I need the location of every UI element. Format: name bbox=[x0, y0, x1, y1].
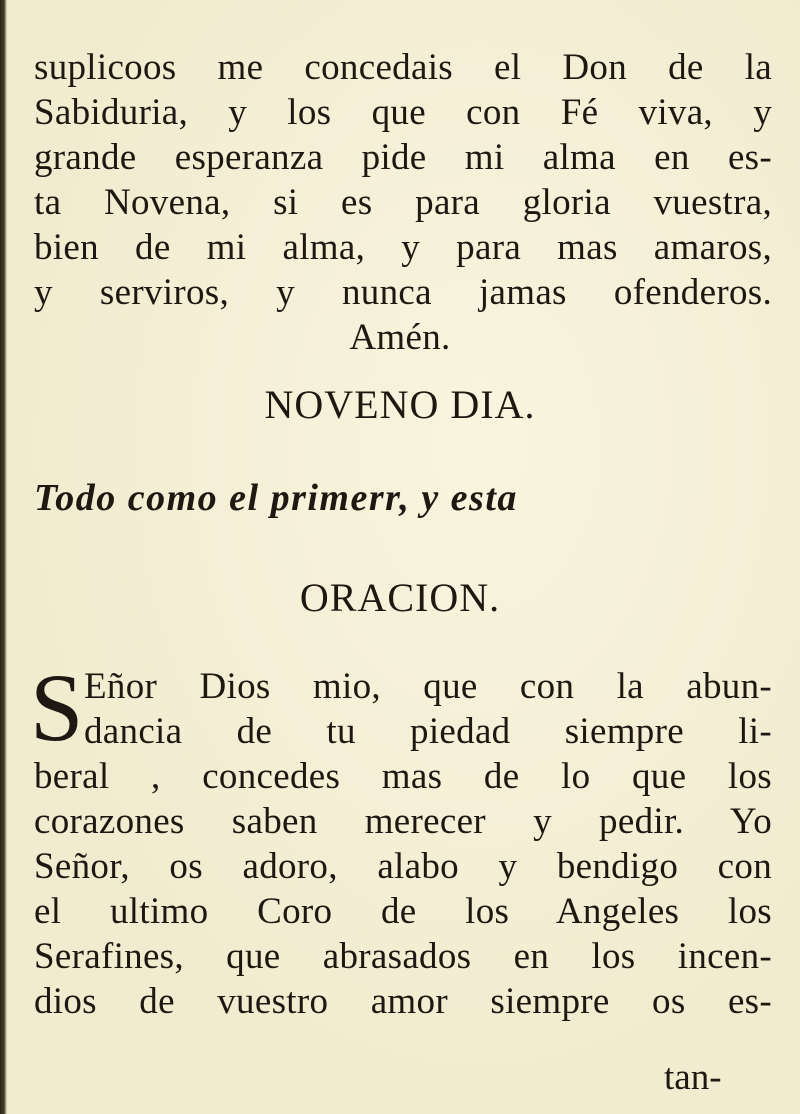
text-line: beral , concedes mas de lo que los bbox=[34, 756, 772, 797]
text-line: corazones saben merecer y pedir. Yo bbox=[34, 801, 772, 842]
text-line: Eñor Dios mio, que con la abun- bbox=[84, 666, 772, 707]
text-line: Sabiduria, y los que con Fé viva, y bbox=[34, 92, 772, 133]
text-line: suplicoos me concedais el Don de la bbox=[34, 47, 772, 88]
oracion-heading: ORACION. bbox=[299, 575, 501, 620]
rubric-line: Todo como el primerr, y esta bbox=[34, 477, 518, 519]
text-line: dios de vuestro amor siempre os es- bbox=[34, 981, 772, 1022]
catchword: tan- bbox=[664, 1057, 722, 1098]
text-line: y serviros, y nunca jamas ofenderos. bbox=[34, 272, 772, 313]
text-line: el ultimo Coro de los Angeles los bbox=[34, 891, 772, 932]
text-line: grande esperanza pide mi alma en es- bbox=[34, 137, 772, 178]
amen-line: Amén. bbox=[349, 317, 451, 358]
text-line: ta Novena, si es para gloria vuestra, bbox=[34, 182, 772, 223]
text-line: Señor, os adoro, alabo y bendigo con bbox=[34, 846, 772, 887]
day-heading: NOVENO DIA. bbox=[264, 382, 536, 427]
text-line: dancia de tu piedad siempre li- bbox=[84, 711, 772, 752]
drop-cap: S bbox=[30, 654, 84, 761]
page-binding-edge bbox=[0, 0, 7, 1114]
text-line: Serafines, que abrasados en los incen- bbox=[34, 936, 772, 977]
text-line: bien de mi alma, y para mas amaros, bbox=[34, 227, 772, 268]
